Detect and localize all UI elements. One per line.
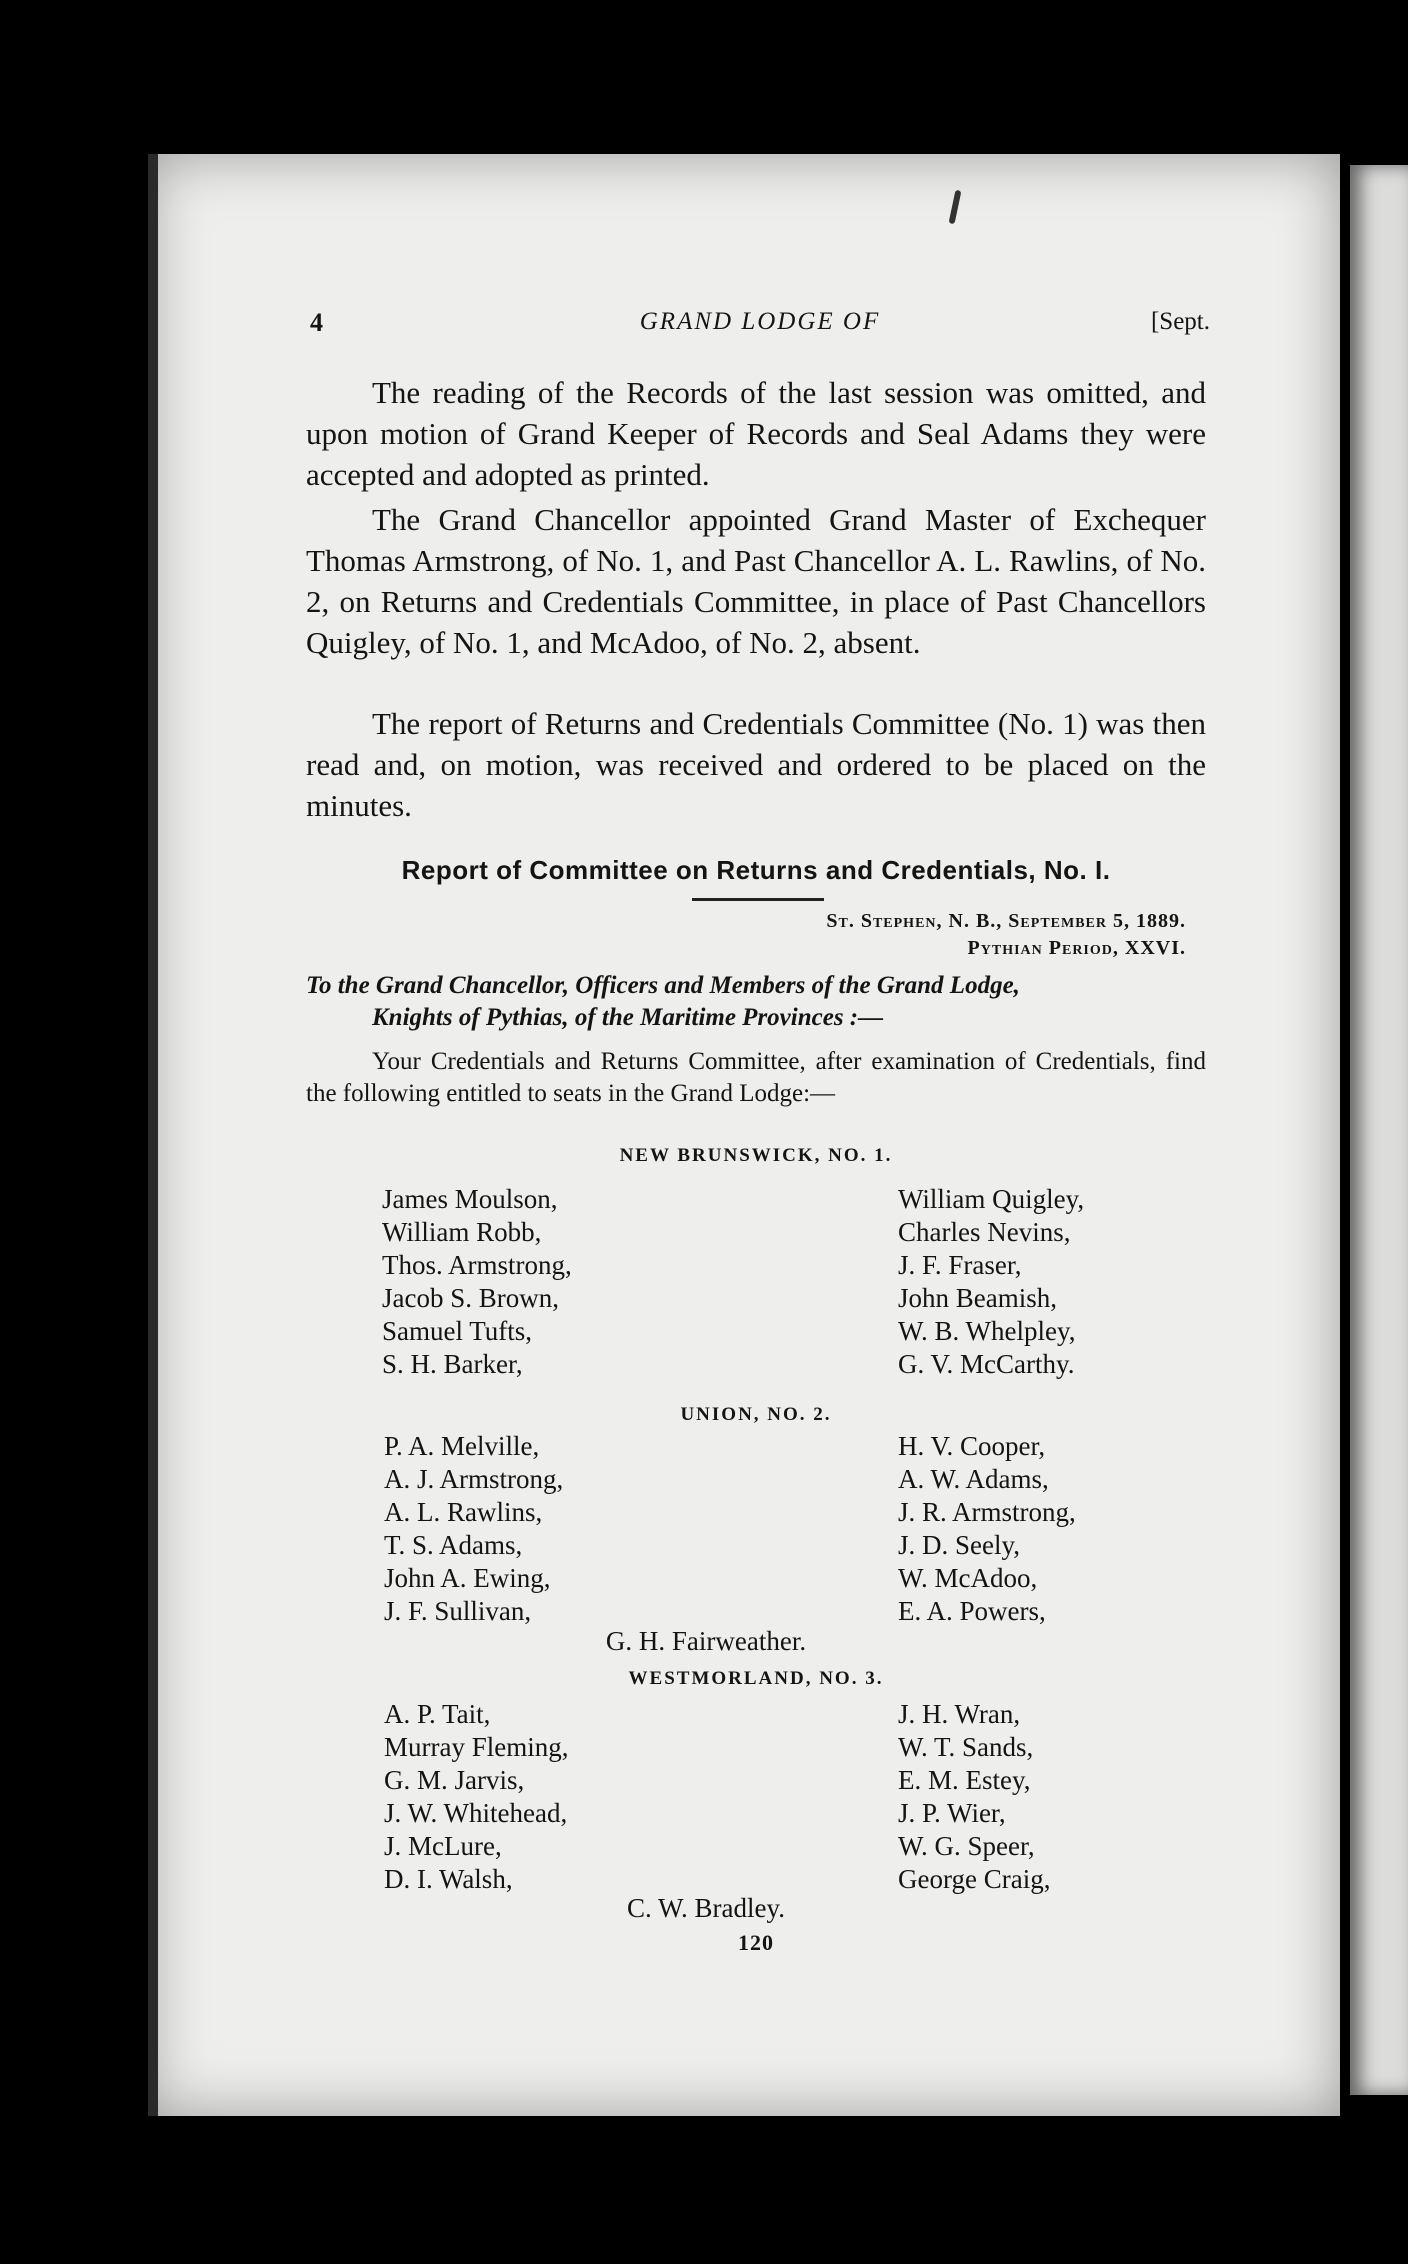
member-name: William Robb, <box>382 1217 542 1247</box>
facing-page-edge <box>1350 165 1408 2095</box>
paragraph-committee-appointment: The Grand Chancellor appointed Grand Master of Exchequer Thomas Armstrong, of No. 1, and Past Chancellor A. L. Rawlins, of No. 2, on Returns and Credentials Committee, in place of Past Chancellors Quigley, of No. 1, and McAdoo, of No. 2, absent. <box>306 502 1206 660</box>
page-binding-edge <box>148 154 158 2116</box>
new-brunswick-left-column <box>382 1183 572 1381</box>
westmorland-left-column <box>384 1698 568 1896</box>
report-address <box>306 970 1206 1034</box>
member-name: John Beamish, <box>898 1283 1057 1313</box>
member-name: W. McAdoo, <box>898 1563 1038 1593</box>
member-name: Charles Nevins, <box>898 1217 1071 1247</box>
member-name: Jacob S. Brown, <box>382 1283 559 1313</box>
member-name: P. A. Melville, <box>384 1431 540 1461</box>
member-name: James Moulson, <box>382 1184 558 1214</box>
member-name: A. W. Adams, <box>898 1464 1049 1494</box>
paragraph-report-read: The report of Returns and Credentials Committee (No. 1) was then read and, on motion, was received and ordered to be placed on the minutes. <box>306 706 1206 823</box>
lodge-heading-new-brunswick: NEW BRUNSWICK, NO. 1. <box>619 1145 893 1166</box>
member-name: G. M. Jarvis, <box>384 1765 525 1795</box>
running-title: GRAND LODGE OF <box>639 308 881 335</box>
member-name: E. M. Estey, <box>898 1765 1031 1795</box>
union-center-name: G. H. Fairweather. <box>605 1626 807 1656</box>
westmorland-center-name: C. W. Bradley. <box>627 1893 785 1923</box>
paragraph-records-omitted: The reading of the Records of the last session was omitted, and upon motion of Grand Keeper of Records and Seal Adams they were accepted and adopted as printed. <box>306 375 1206 492</box>
lodge-heading-westmorland: WESTMORLAND, NO. 3. <box>628 1668 884 1689</box>
running-header <box>310 308 1210 348</box>
member-name: Murray Fleming, <box>384 1732 569 1762</box>
page-number: 4 <box>310 308 323 337</box>
member-name: William Quigley, <box>898 1184 1085 1214</box>
report-intro: Your Credentials and Returns Committee, after examination of Credentials, find the following entitled to seats in the Grand Lodge:— <box>306 1048 1206 1107</box>
member-name: J. R. Armstrong, <box>898 1497 1076 1527</box>
lodge-heading-union: UNION, NO. 2. <box>680 1404 832 1425</box>
member-name: D. I. Walsh, <box>384 1864 513 1894</box>
member-name: W. B. Whelpley, <box>898 1316 1076 1346</box>
member-name: T. S. Adams, <box>384 1530 523 1560</box>
member-name: J. W. Whitehead, <box>384 1798 568 1828</box>
member-name: Samuel Tufts, <box>382 1316 533 1346</box>
member-name: A. P. Tait, <box>384 1699 491 1729</box>
report-title: Report of Committee on Returns and Credentials, No. I. <box>401 855 1111 885</box>
title-rule <box>692 898 824 901</box>
member-name: W. T. Sands, <box>898 1732 1034 1762</box>
member-name: J. F. Fraser, <box>898 1250 1022 1280</box>
member-name: W. G. Speer, <box>898 1831 1035 1861</box>
member-name: J. McLure, <box>384 1831 502 1861</box>
union-right-column <box>898 1430 1076 1628</box>
signature-mark: 120 <box>738 1930 774 1955</box>
member-name: J. P. Wier, <box>898 1798 1006 1828</box>
running-date: [Sept. <box>1150 308 1210 335</box>
member-name: G. V. McCarthy. <box>898 1349 1075 1379</box>
member-name: J. F. Sullivan, <box>384 1596 532 1626</box>
report-dateline-period: Pythian Period, XXVI. <box>967 937 1186 959</box>
member-name: H. V. Cooper, <box>898 1431 1046 1461</box>
member-name: S. H. Barker, <box>382 1349 523 1379</box>
member-name: E. A. Powers, <box>898 1596 1046 1626</box>
member-name: Thos. Armstrong, <box>382 1250 572 1280</box>
member-name: J. D. Seely, <box>898 1530 1020 1560</box>
address-line-1: To the Grand Chancellor, Officers and Members of the Grand Lodge, <box>306 972 1020 999</box>
union-left-column <box>384 1430 563 1628</box>
address-line-2: Knights of Pythias, of the Maritime Provinces :— <box>372 1004 884 1031</box>
new-brunswick-right-column <box>898 1183 1084 1381</box>
report-dateline-place: St. Stephen, N. B., September 5, 1889. <box>826 910 1186 932</box>
member-name: George Craig, <box>898 1864 1051 1894</box>
member-name: John A. Ewing, <box>384 1563 551 1593</box>
member-name: A. J. Armstrong, <box>384 1464 564 1494</box>
member-name: J. H. Wran, <box>898 1699 1021 1729</box>
member-name: A. L. Rawlins, <box>384 1497 543 1527</box>
westmorland-right-column <box>898 1698 1050 1896</box>
